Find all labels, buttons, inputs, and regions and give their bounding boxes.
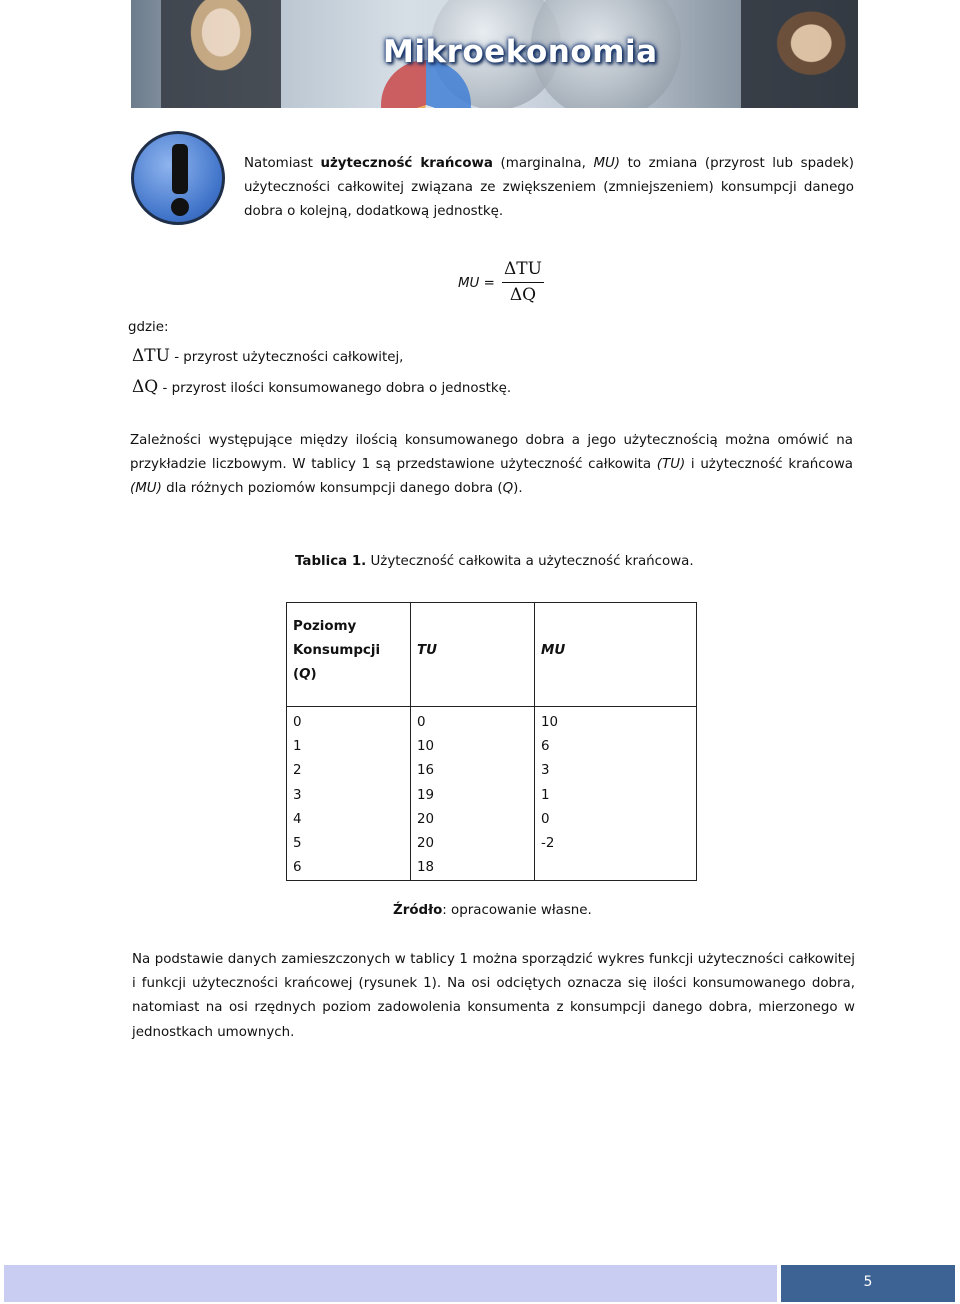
- chart-intro-paragraph: Na podstawie danych zamieszczonych w tablicy 1 można sporządzić wykres funkcji użyteczności całkowitej i funkcji użyteczności krańcowej (rysunek 1). Na osi odciętych oznacza się ilości konsumowanego dobra, natomiast na osi rzędnych poziom zadowolenia konsumenta z konsumpcji danego dobra, mierzonego w jednostkach umownych.: [132, 952, 855, 1040]
- cell-q: 1: [293, 739, 302, 755]
- formula-lhs: MU =: [458, 276, 495, 291]
- cell-tu: 20: [417, 811, 435, 827]
- footer-bar: [4, 1265, 777, 1302]
- cell-q: 3: [293, 787, 302, 803]
- cell-mu: 0: [541, 811, 550, 827]
- cell-q: 4: [293, 811, 302, 827]
- header-tu: TU: [411, 603, 535, 707]
- cell-mu: 6: [541, 739, 550, 755]
- business-people-image: [741, 0, 858, 108]
- header-consumption: Poziomy Konsumpcji (Q): [287, 603, 411, 707]
- formula-fraction: [502, 258, 544, 307]
- cell-tu: 16: [417, 763, 435, 779]
- column-q-values: [287, 707, 411, 881]
- businesswoman-image: [161, 0, 281, 108]
- cell-tu: 19: [417, 787, 435, 803]
- table-row: [287, 707, 697, 881]
- cell-q: 0: [293, 715, 302, 730]
- column-tu-values: [411, 707, 535, 881]
- example-paragraph: Zależności występujące między ilością konsumowanego dobra a jego użytecznością można omówić na przykładzie liczbowym. W tablicy 1 są przedstawione użyteczność całkowita (TU) i użyteczność krańcowa (MU) dla różnych poziomów konsumpcji danego dobra (Q).: [130, 433, 854, 497]
- cell-q: 2: [293, 763, 302, 779]
- header-mu: MU: [535, 603, 697, 707]
- page-number: 5: [863, 1274, 873, 1290]
- cell-tu: 18: [417, 860, 435, 876]
- page-number-box: [781, 1265, 955, 1302]
- intro-paragraph: Natomiast użyteczność krańcowa (marginalna, MU) to zmiana (przyrost lub spadek) użyteczności całkowitej związana ze zwiększeniem (zmniejszeniem) konsumpcji danego dobra o kolejną, dodatkową jednostkę.: [244, 156, 854, 220]
- exclamation-icon: [131, 131, 225, 225]
- utility-table: [286, 602, 697, 881]
- formula-numerator: ΔTU: [502, 258, 544, 283]
- cell-q: 5: [293, 836, 302, 852]
- table-source: Źródło: opracowanie własne.: [393, 903, 592, 918]
- header-banner: [131, 0, 858, 108]
- formula-denominator: ΔQ: [509, 285, 537, 305]
- table-header-row: [287, 603, 697, 707]
- cell-tu: 10: [417, 739, 435, 755]
- cell-mu: 1: [541, 787, 550, 803]
- cell-tu: 20: [417, 836, 435, 852]
- term-marginal-utility: użyteczność krańcowa: [320, 156, 493, 171]
- cell-tu: 0: [417, 715, 426, 730]
- where-label: gdzie:: [128, 320, 169, 335]
- definition-q: ΔQ - przyrost ilości konsumowanego dobra o jednostkę.: [132, 377, 512, 397]
- cell-mu: -2: [541, 836, 555, 852]
- cell-q: 6: [293, 860, 302, 876]
- cell-mu: 10: [541, 715, 559, 730]
- table-caption: Tablica 1. Użyteczność całkowita a użyteczność krańcowa.: [295, 554, 694, 569]
- banner-title: Mikroekonomia: [383, 34, 658, 70]
- column-mu-values: [535, 707, 697, 881]
- cell-mu: 3: [541, 763, 550, 779]
- definition-tu: ΔTU - przyrost użyteczności całkowitej,: [132, 346, 404, 366]
